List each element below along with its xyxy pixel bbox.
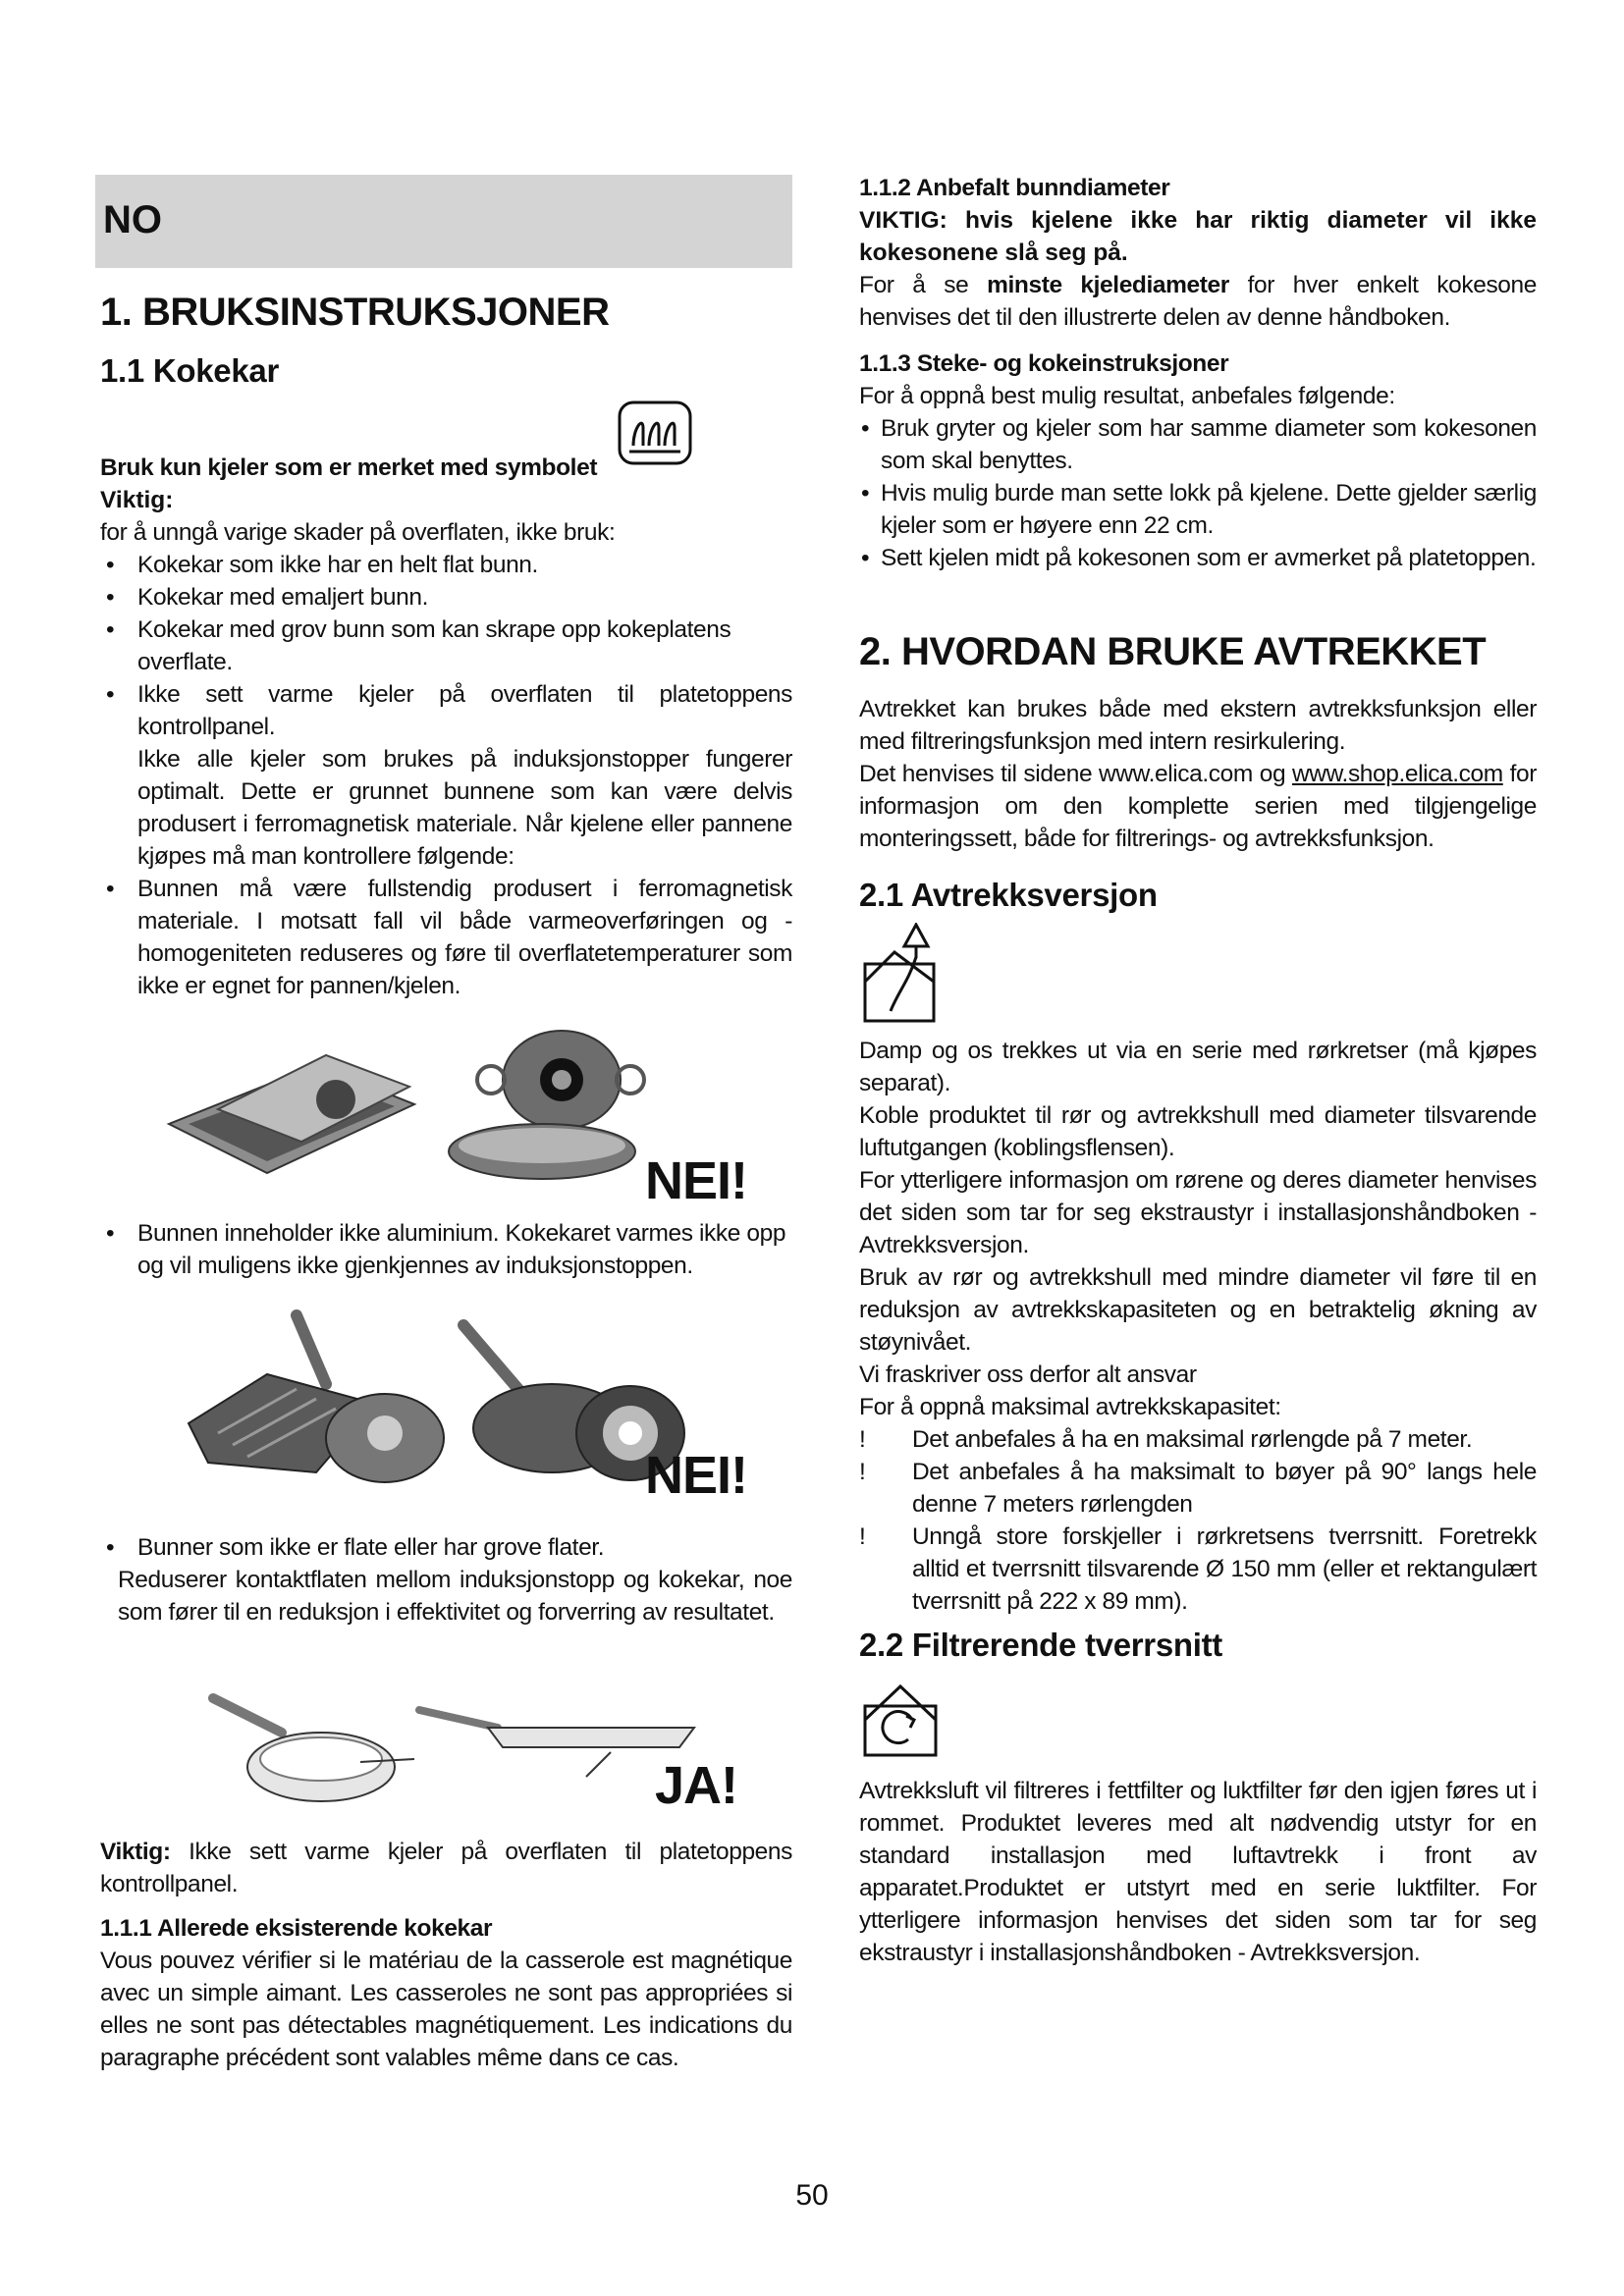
bullet-item: • Bunner som ikke er flate eller har grove flater. (106, 1534, 605, 1561)
viktig-label: Viktig: (100, 487, 174, 513)
ja-label: JA! (655, 1756, 738, 1815)
avtrekk-paragraph: Koble produktet til rør og avtrekkshull med diameter tilsvarende luftutgangen (koblingsflensen). (859, 1102, 1537, 1161)
filter-paragraph: Avtrekksluft vil filtreres i fettfilter og luktfilter før den igjen føres ut i rommet. Produktet leveres med alt nødvendig utstyr for en standard installasjon med luftavtrekk i front av apparatet.Produktet er utstyrt med en serie luktfilter. For ytterligere informasjon henvises det siden som tar for seg ekstraustyr i installasjonshåndboken - Avtrekksversjon. (859, 1778, 1537, 1966)
ferro-paragraph: Ikke alle kjeler som brukes på induksjonstopper fungerer optimalt. Dette er grunnet bunnene som kan være delvis produsert i ferromagnetisk materiale. Når kjelene eller pannene kjøpes må man kontrollere følgende: (137, 746, 792, 870)
bullet-item: • Sett kjelen midt på kokesonen som er avmerket på platetoppen. (861, 545, 1537, 571)
french-paragraph: Vous pouvez vérifier si le matériau de la casserole est magnétique avec un simple aimant. Les casseroles ne sont pas appropriées si elles ne sont pas détectables magnétiquement. Les indications du paragraphe précédent sont valables même dans ce cas. (100, 1948, 792, 2071)
nei-label-1: NEI! (645, 1151, 747, 1210)
subsection-filtrerende: 2.2 Filtrerende tverrsnitt (859, 1627, 1222, 1663)
filter-version-icon (861, 1681, 940, 1759)
section-title-bruksinstruksjoner: 1. BRUKSINSTRUKSJONER (100, 291, 610, 334)
language-header-box (95, 175, 792, 268)
exclamation-item: ! Unngå store forskjeller i rørkretsens tverrsnitt. Foretrekk alltid et tverrsnitt tilsvarende Ø 150 mm (eller et rektangulært tverrsnitt på 222 x 89 mm). (859, 1523, 1537, 1615)
viktig-kontrollpanel: Viktig: Ikke sett varme kjeler på overflaten til platetoppens kontrollpanel. (100, 1839, 792, 1897)
avtrekk-paragraph: Bruk av rør og avtrekkshull med mindre diameter vil føre til en reduksjon av avtrekkskapasiteten og en betraktelig økning av støynivået. (859, 1264, 1537, 1356)
exhaust-version-icon (861, 923, 940, 1026)
avtrekk-paragraph: Damp og os trekkes ut via en serie med rørkretser (må kjøpes separat). (859, 1038, 1537, 1096)
reduserer-paragraph: Reduserer kontaktflaten mellom induksjonstopp og kokekar, noe som fører til en reduksjon i effektivitet og forverring av resultatet. (118, 1567, 792, 1626)
section-title-avtrekk: 2. HVORDAN BRUKE AVTREKKET (859, 630, 1487, 673)
avtrekk-paragraph-1: Avtrekket kan brukes både med ekstern avtrekksfunksjon eller med filtreringsfunksjon med intern resirkulering. (859, 696, 1537, 755)
bullet-item: • Bunnen må være fullstendig produsert i ferromagnetisk materiale. I motsatt fall vil både varmeoverføringen og -homogeniteten reduseres og føre til overflatetemperaturer som ikke er egnet for pannen/kjelen. (106, 876, 792, 999)
heading-eksisterende-kokekar: 1.1.1 Allerede eksisterende kokekar (100, 1915, 493, 1942)
avtrekk-paragraph: For ytterligere informasjon om rørene og deres diameter henvises det siden som tar for seg ekstraustyr i installasjonshåndboken - Avtrekksversjon. (859, 1167, 1537, 1258)
shop-link[interactable]: www.shop.elica.com (1292, 761, 1503, 787)
viktig-diameter: VIKTIG: hvis kjelene ikke har riktig diameter vil ikke kokesonene slå seg på. (859, 207, 1537, 266)
page-number: 50 (795, 2179, 829, 2212)
bullet-item: • Ikke sett varme kjeler på overflaten til platetoppens kontrollpanel. (106, 681, 792, 740)
heading-steke: 1.1.3 Steke- og kokeinstruksjoner (859, 350, 1229, 377)
bullet-item: • Kokekar som ikke har en helt flat bunn. (106, 552, 538, 578)
subsection-kokekar: 1.1 Kokekar (100, 352, 279, 389)
avtrekk-paragraph: For å oppnå maksimal avtrekkskapasitet: (859, 1394, 1281, 1420)
bullet-item: • Kokekar med grov bunn som kan skrape opp kokeplatens overflate. (106, 616, 731, 675)
avtrekk-paragraph-2: Det henvises til sidene www.elica.com og www.shop.elica.com for informasjon om den komplette serien med tilgjengelige monteringssett, både for filtrerings- og avtrekksfunksjon. (859, 761, 1537, 852)
language-tab: NO (103, 198, 162, 241)
subsection-avtrekksversjon: 2.1 Avtrekksversjon (859, 877, 1158, 913)
avtrekk-paragraph: Vi fraskriver oss derfor alt ansvar (859, 1362, 1197, 1388)
nei-label-2: NEI! (645, 1446, 747, 1505)
steke-intro: For å oppnå best mulig resultat, anbefales følgende: (859, 383, 1395, 409)
diameter-paragraph: For å se minste kjelediameter for hver enkelt kokesone henvises det til den illustrerte delen av denne håndboken. (859, 272, 1537, 331)
bullet-item: • Kokekar med emaljert bunn. (106, 584, 429, 611)
exclamation-item: ! Det anbefales å ha maksimalt to bøyer på 90° langs hele denne 7 meters rørlengden (859, 1459, 1537, 1518)
symbol-line: Bruk kun kjeler som er merket med symbolet (100, 454, 598, 481)
heading-bunndiameter: 1.1.2 Anbefalt bunndiameter (859, 175, 1170, 201)
bullet-item: • Bruk gryter og kjeler som har samme diameter som kokesonen som skal benyttes. (861, 415, 1537, 474)
bullet-item: • Bunnen inneholder ikke aluminium. Kokekaret varmes ikke opp og vil muligens ikke gjenkjennes av induksjonstoppen. (106, 1220, 786, 1279)
bullet-item: • Hvis mulig burde man sette lokk på kjelene. Dette gjelder særlig kjeler som er høyere enn 22 cm. (861, 480, 1537, 539)
exclamation-item: ! Det anbefales å ha en maksimal rørlengde på 7 meter. (859, 1426, 1473, 1453)
intro-text: for å unngå varige skader på overflaten, ikke bruk: (100, 519, 616, 546)
cookware-image-suitable (174, 1688, 724, 1816)
